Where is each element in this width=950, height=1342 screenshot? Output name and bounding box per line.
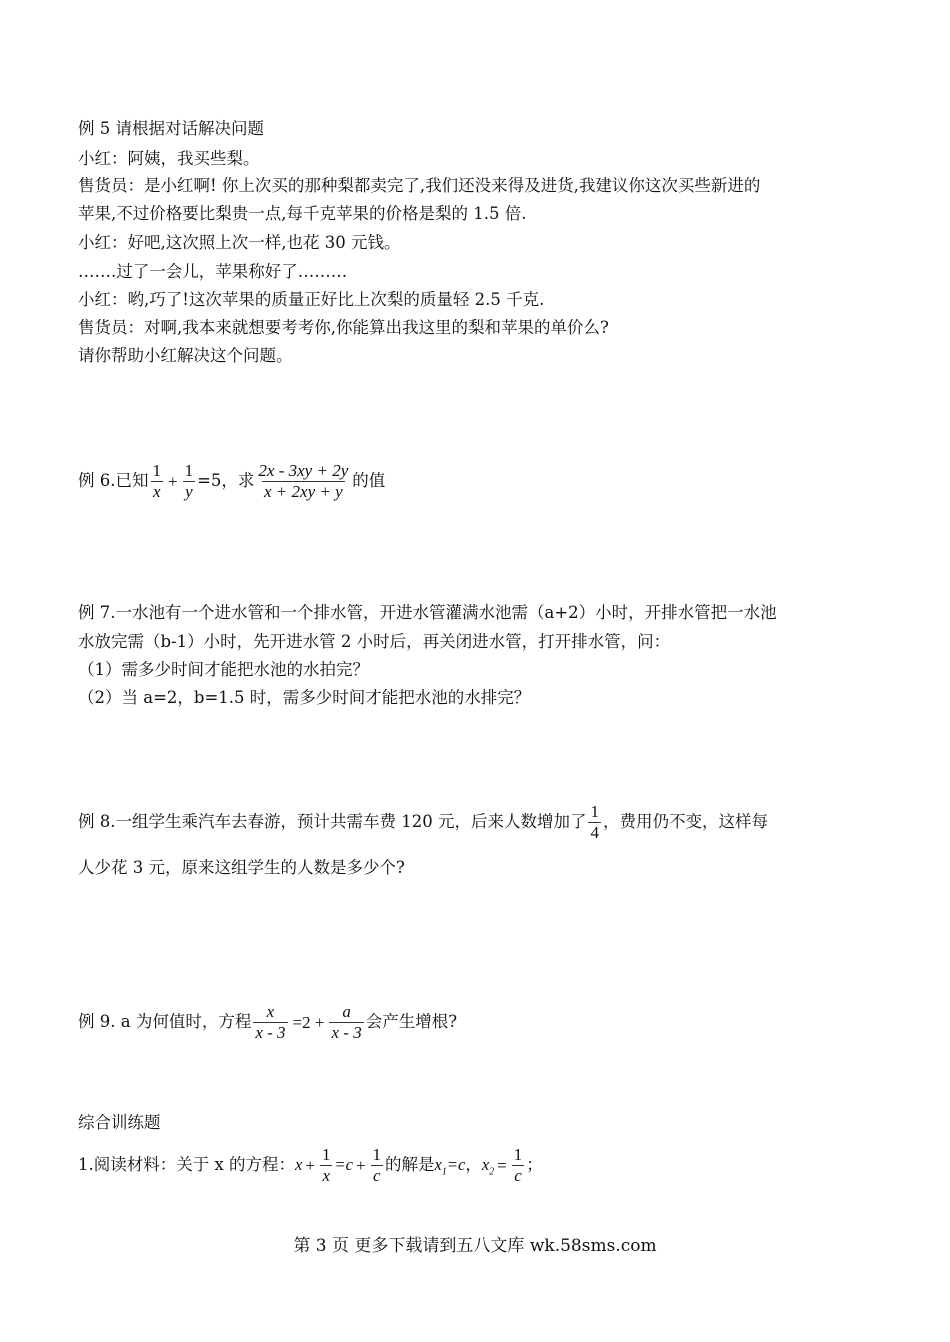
ex8-fraction: $\frac{1}{4}$ [590, 802, 599, 842]
training-fraction-1: $\frac{1}{x}$ [321, 1145, 331, 1185]
ex8-line-1: 例 8.一组学生乘汽车去春游，预计共需车费 120 元，后来人数增加了 $\frac{1}{4}$ ，费用仍不变，这样每 [78, 802, 768, 842]
ex9-suffix: 会产生增根? [365, 1012, 458, 1031]
ex5-line-7: 售货员：对啊,我本来就想要考考你,你能算出我这里的梨和苹果的单价么? [78, 318, 609, 337]
ex5-line-1: 小红：阿姨，我买些梨。 [78, 149, 260, 168]
ex8-line-2: 人少花 3 元，原来这组学生的人数是多少个? [78, 858, 405, 877]
example-6: 例 6.已知 $\frac{1}{x}$ + $\frac{1}{y}$ =5，求 $\frac{2x - 3xy + 2y}{x + 2xy + y}$ 的值 [78, 461, 386, 501]
ex7-line-2: 水放完需（b-1）小时，先开进水管 2 小时后，再关闭进水管，打开排水管，问： [78, 632, 671, 651]
ex5-line-8: 请你帮助小红解决这个问题。 [78, 346, 293, 365]
ex6-fraction-3: $\frac{2x - 3xy + 2y}{x + 2xy + y}$ [258, 461, 349, 501]
ex5-line-4: 小红：好吧,这次照上次一样,也花 30 元钱。 [78, 233, 401, 252]
ex7-line-4: （2）当 a=2，b=1.5 时，需多少时间才能把水池的水排完？ [78, 688, 531, 707]
training-fraction-2: $\frac{1}{c}$ [372, 1145, 382, 1185]
ex6-prefix: 例 6.已知 [78, 471, 149, 490]
ex5-line-6: 小红：哟,巧了!这次苹果的质量正好比上次梨的质量轻 2.5 千克. [78, 290, 545, 309]
ex7-line-1: 例 7.一水池有一个进水管和一个排水管，开进水管灌满水池需（a+2）小时，开排水管把一水池 [78, 603, 777, 622]
page-footer: 第 3 页 更多下载请到五八文库 wk.58sms.com [293, 1236, 657, 1256]
training-title: 综合训练题 [78, 1113, 161, 1132]
ex7-line-3: （1）需多少时间才能把水池的水拍完？ [78, 660, 369, 679]
training-item-1: 1.阅读材料：关于 x 的方程：x + $\frac{1}{x}$ =c + $\frac{1}{c}$ 的解是$x_1=c$，$x_2$ = $\frac{1}{c}$ ； [78, 1145, 543, 1185]
example-9: 例 9. a 为何值时，方程 $\frac{x}{x - 3}$ =2 + $\frac{a}{x - 3}$ 会产生增根? [78, 1002, 458, 1042]
ex5-title: 例 5 请根据对话解决问题 [78, 119, 264, 138]
ex5-line-2: 售货员：是小红啊! 你上次买的那种梨都卖完了,我们还没来得及进货,我建议你这次买些新进的 [78, 176, 761, 195]
ex6-suffix: 的值 [352, 471, 386, 490]
ex5-line-5: …….过了一会儿，苹果称好了……… [78, 262, 348, 281]
ex9-fraction-1: $\frac{x}{x - 3}$ [255, 1002, 286, 1042]
ex6-equals: =5，求 [197, 471, 255, 490]
ex5-line-3: 苹果,不过价格要比梨贵一点,每千克苹果的价格是梨的 1.5 倍. [78, 204, 527, 223]
ex9-prefix: 例 9. a 为何值时，方程 [78, 1012, 252, 1031]
training-fraction-3: $\frac{1}{c}$ [513, 1145, 523, 1185]
ex6-fraction-1: $\frac{1}{x}$ [152, 461, 161, 501]
ex6-fraction-2: $\frac{1}{y}$ [184, 461, 194, 501]
ex9-fraction-2: $\frac{a}{x - 3}$ [331, 1002, 362, 1042]
